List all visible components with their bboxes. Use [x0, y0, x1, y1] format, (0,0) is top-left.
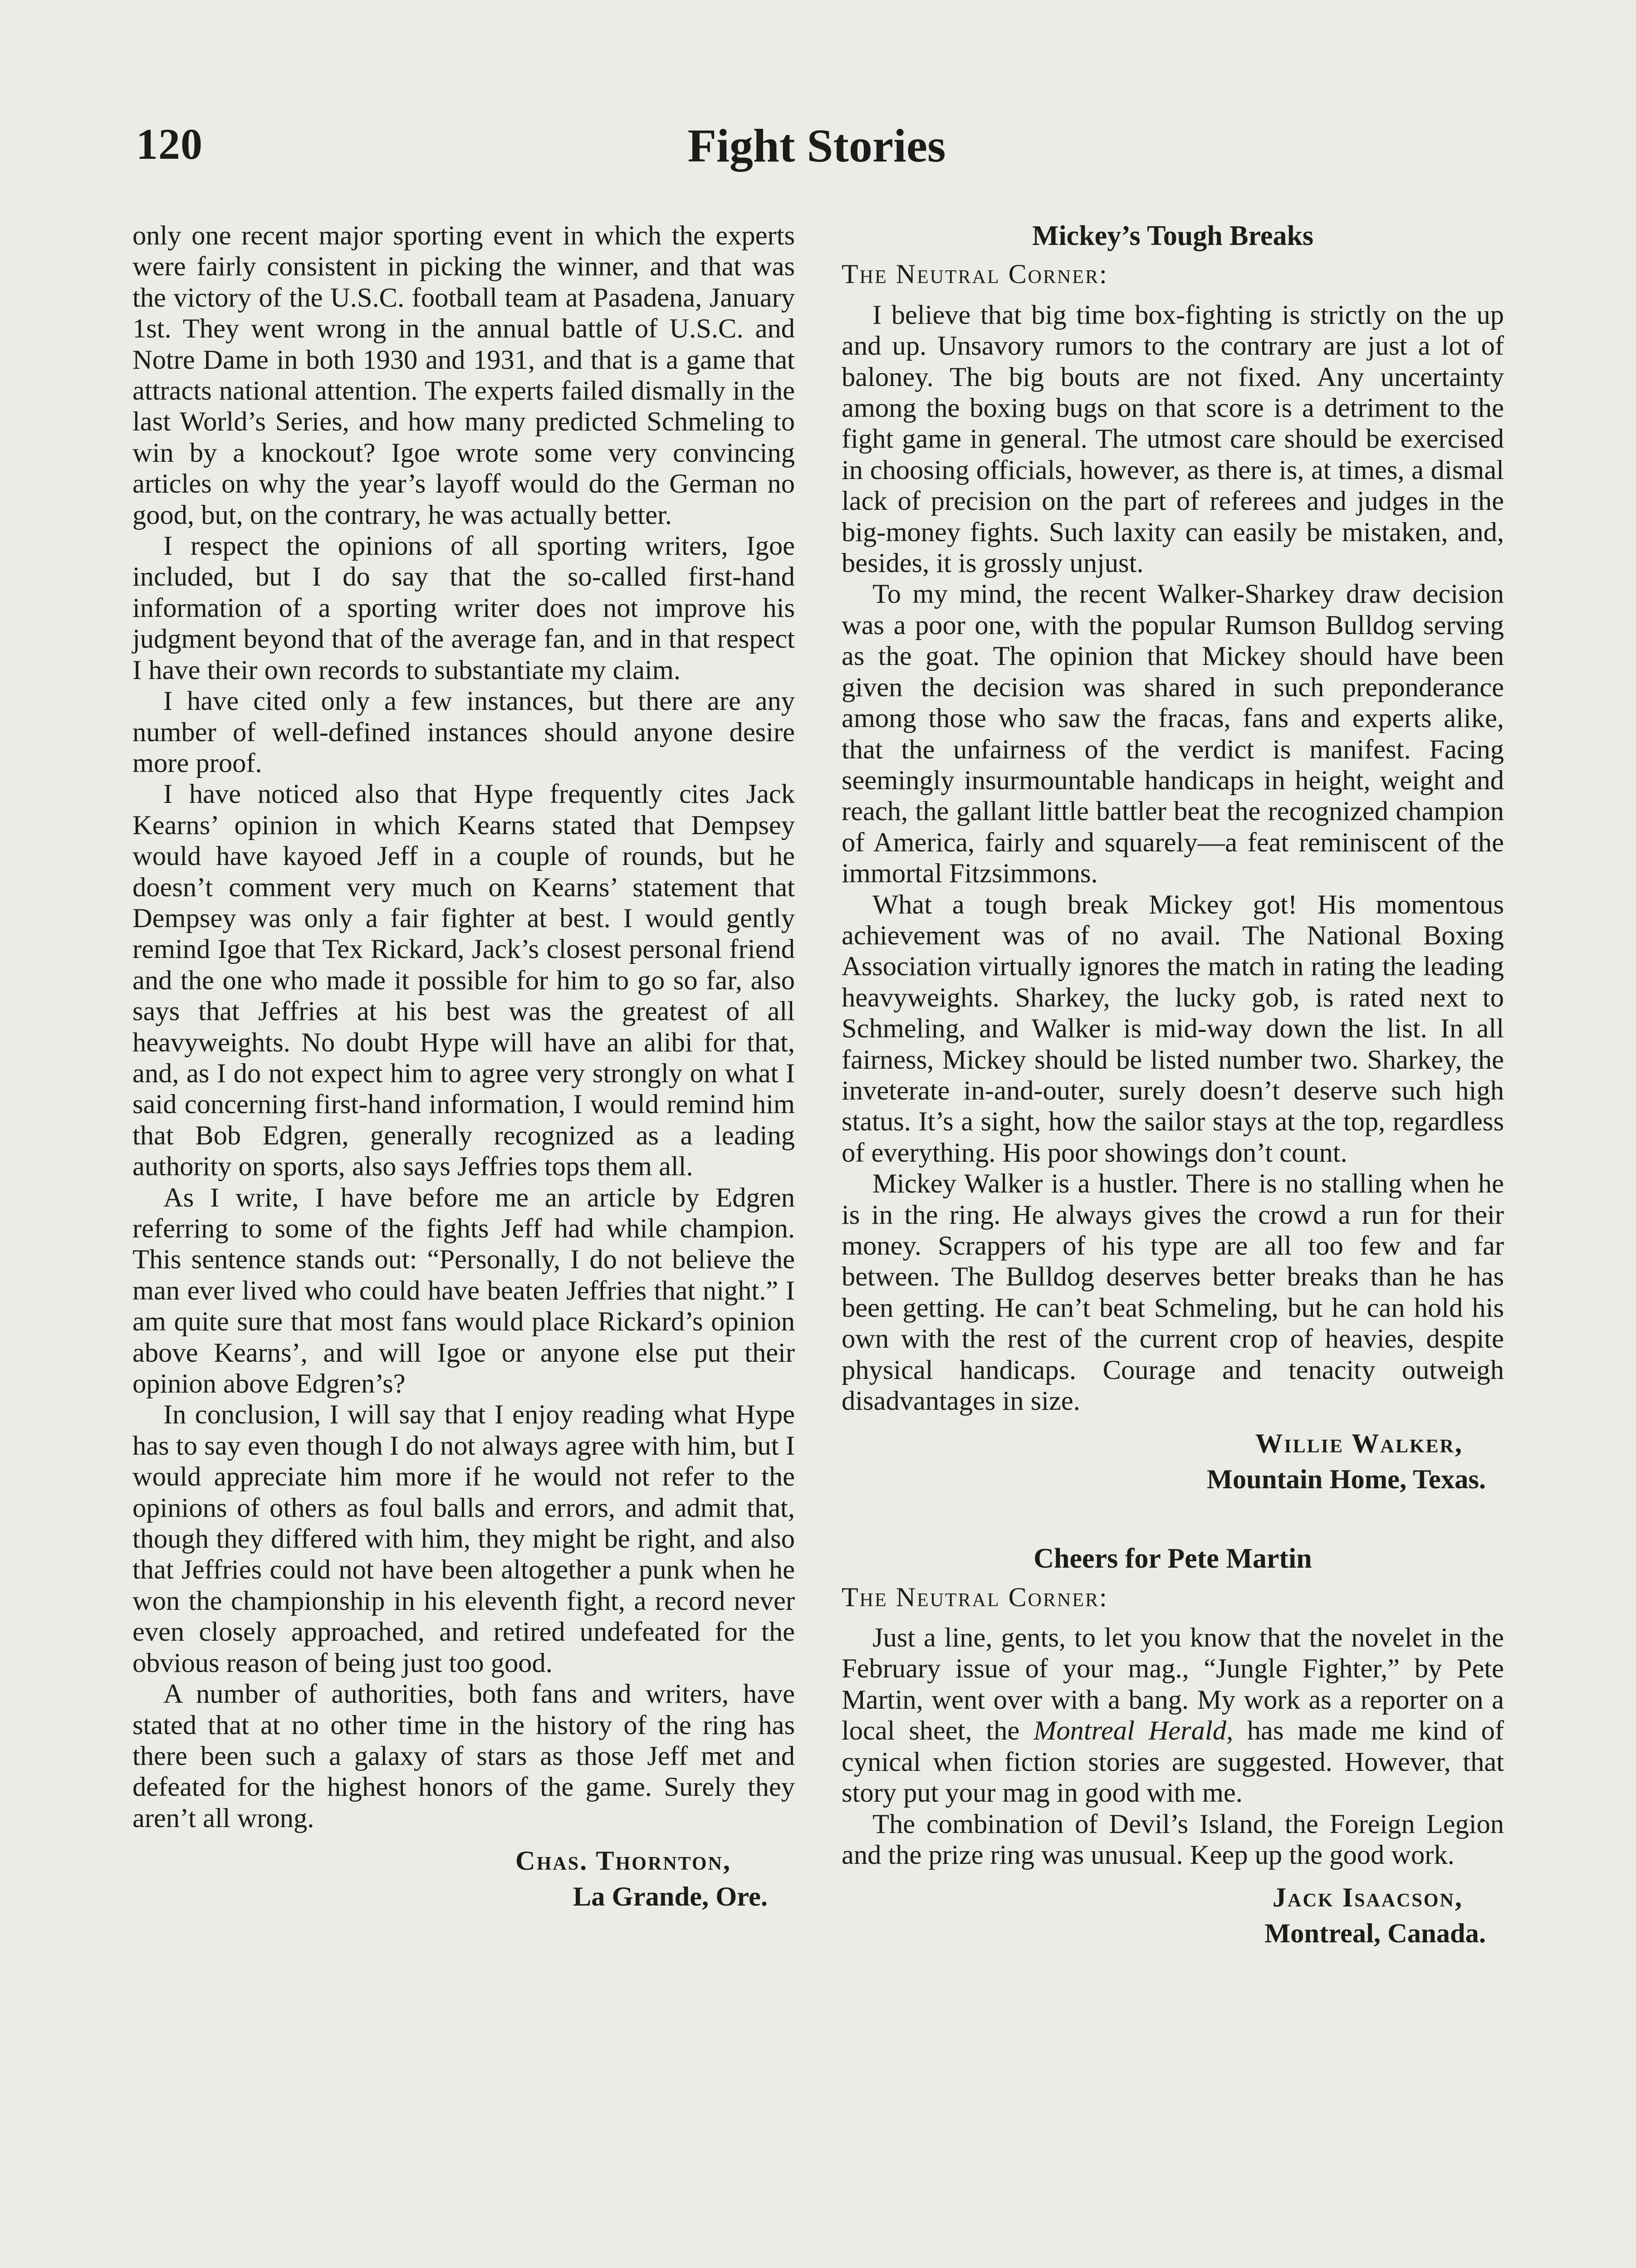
letter-paragraph: In conclusion, I will say that I enjoy reading what Hype has to say even though I do not always agree with him, but I would appreciate him more if he would not refer to the opinions of others as foul balls and errors, and admit that, though they differed with him, they might be right, and also that Jeffries could not have been altogether a punk when he won the championship in his eleventh fight, a record never even closely approached, and retired undefeated for the obvious reason of being just too good. — [132, 1399, 795, 1678]
letter-title: Mickey’s Tough Breaks — [1032, 220, 1314, 251]
letter-paragraph: I have cited only a few instances, but there are any number of well-defined instances should anyone desire more proof. — [132, 686, 795, 778]
left-column — [132, 220, 795, 1912]
salutation: The Neutral Corner: — [842, 1582, 1108, 1612]
letter-paragraph — [842, 1623, 1504, 1809]
signature-name: Jack Isaacson, — [1272, 1882, 1463, 1913]
letter-paragraph: A number of authorities, both fans and writers, have stated that at no other time in the history of the ring has there been such a galaxy of stars as those Jeff met and defeated for the highest honors of the game. Surely they aren’t all wrong. — [132, 1679, 795, 1833]
letter-spacer — [842, 1495, 1504, 1543]
signature-name: Chas. Thornton, — [515, 1846, 731, 1877]
letter-paragraph: I believe that big time box-fighting is strictly on the up and up. Unsavory rumors to the contrary are just a lot of baloney. The big bouts are not fixed. Any uncertainty among the boxing bugs on that score is a detriment to the fight game in general. The utmost care should be exercised in choosing officials, however, as there is, at times, a dismal lack of precision on the part of referees and judges in the big-money fights. Such laxity can easily be mistaken, and, besides, it is grossly unjust. — [842, 299, 1504, 579]
right-column — [842, 220, 1504, 1949]
letter-paragraph: I have noticed also that Hype frequently cites Jack Kearns’ opinion in which Kearns stated that Dempsey would have kayoed Jeff in a couple of rounds, but he doesn’t comment very much on Kearns’ statement that Dempsey was only a fair fighter at best. I would gently remind Igoe that Tex Rickard, Jack’s closest personal friend and the one who made it possible for him to go so far, also says that Jeffries at his best was the greatest of all heavyweights. No doubt Hype will have an alibi for that, and, as I do not expect him to agree very strongly on what I said concerning first-hand information, I would remind him that Bob Edgren, generally recognized as a leading authority on sports, also says Jeffries tops them all. — [132, 779, 795, 1182]
paragraph-text: has made me kind of cynical when fiction stories are suggested. However, that story put your mag in good with me. — [842, 1716, 1504, 1809]
letter-paragraph: The combination of Devil’s Island, the Foreign Legion and the prize ring was unusual. Keep up the good work. — [842, 1809, 1504, 1870]
signature-place: Montreal, Canada. — [1264, 1918, 1486, 1949]
signature-place: La Grande, Ore. — [573, 1881, 768, 1912]
letter-paragraph: As I write, I have before me an article by Edgren referring to some of the fights Jeff had while champion. This sentence stands out: “Personally, I do not believe the man ever lived who could have beaten Jeffries that night.” I am quite sure that most fans would place Rickard’s opinion above Kearns’, and will Igoe or anyone else put their opinion above Edgren’s? — [132, 1182, 795, 1399]
letter-paragraph: Mickey Walker is a hustler. There is no stalling when he is in the ring. He always gives the crowd a run for their money. Scrappers of his type are all too few and far between. The Bulldog deserves better breaks than he has been getting. He can’t beat Schmeling, but he can hold his own with the rest of the current crop of heavies, despite physical handicaps. Courage and tenacity outweigh disadvantages in size. — [842, 1168, 1504, 1417]
newspaper-name: Montreal Herald, — [1033, 1716, 1234, 1746]
signature-place: Mountain Home, Texas. — [1206, 1464, 1486, 1495]
letter-paragraph: What a tough break Mickey got! His momentous achievement was of no avail. The National Boxing Association virtually ignores the match in rating the leading heavyweights. Sharkey, the lucky gob, is rated next to Schmeling, and Walker is mid-way down the list. In all fairness, Mickey should be listed number two. Sharkey, the inveterate in-and-outer, surely doesn’t deserve such high status. It’s a sight, how the sailor stays at the top, regardless of everything. His poor showings don’t count. — [842, 889, 1504, 1168]
running-title: Fight Stories — [687, 120, 946, 172]
letter-paragraph: only one recent major sporting event in which the experts were fairly consistent in picking the winner, and that was the victory of the U.S.C. football team at Pasadena, January 1st. They went wrong in the annual battle of U.S.C. and Notre Dame in both 1930 and 1931, and that is a game that attracts national attention. The experts failed dismally in the last World’s Series, and how many predicted Schmeling to win by a knockout? Igoe wrote some very convincing articles on why the year’s layoff would do the German no good, but, on the contrary, he was actually better. — [132, 220, 795, 530]
page-number: 120 — [136, 120, 203, 168]
letter-paragraph: To my mind, the recent Walker-Sharkey draw decision was a poor one, with the popular Rumson Bulldog serving as the goat. The opinion that Mickey should have been given the decision was shared in such preponderance among those who saw the fracas, fans and experts alike, that the unfairness of the verdict is manifest. Facing seemingly insurmountable handicaps in height, weight and reach, the gallant little battler beat the recognized champion of America, fairly and squarely—a feat reminiscent of the immortal Fitzsimmons. — [842, 579, 1504, 889]
paragraph-text: Just a line, gents, to let you know that the novelet in the February issue of your mag., “Jungle Fighter,” by Pete Martin, went over with a bang. My work as a reporter on a local sheet, the — [842, 1623, 1504, 1746]
signature-name: Willie Walker, — [1255, 1428, 1463, 1459]
salutation: The Neutral Corner: — [842, 259, 1108, 289]
letter-paragraph: I respect the opinions of all sporting writers, Igoe included, but I do say that the so-called first-hand information of a sporting writer does not improve his judgment beyond that of the average fan, and in that respect I have their own records to substantiate my claim. — [132, 531, 795, 685]
letter-title: Cheers for Pete Martin — [1034, 1543, 1312, 1574]
